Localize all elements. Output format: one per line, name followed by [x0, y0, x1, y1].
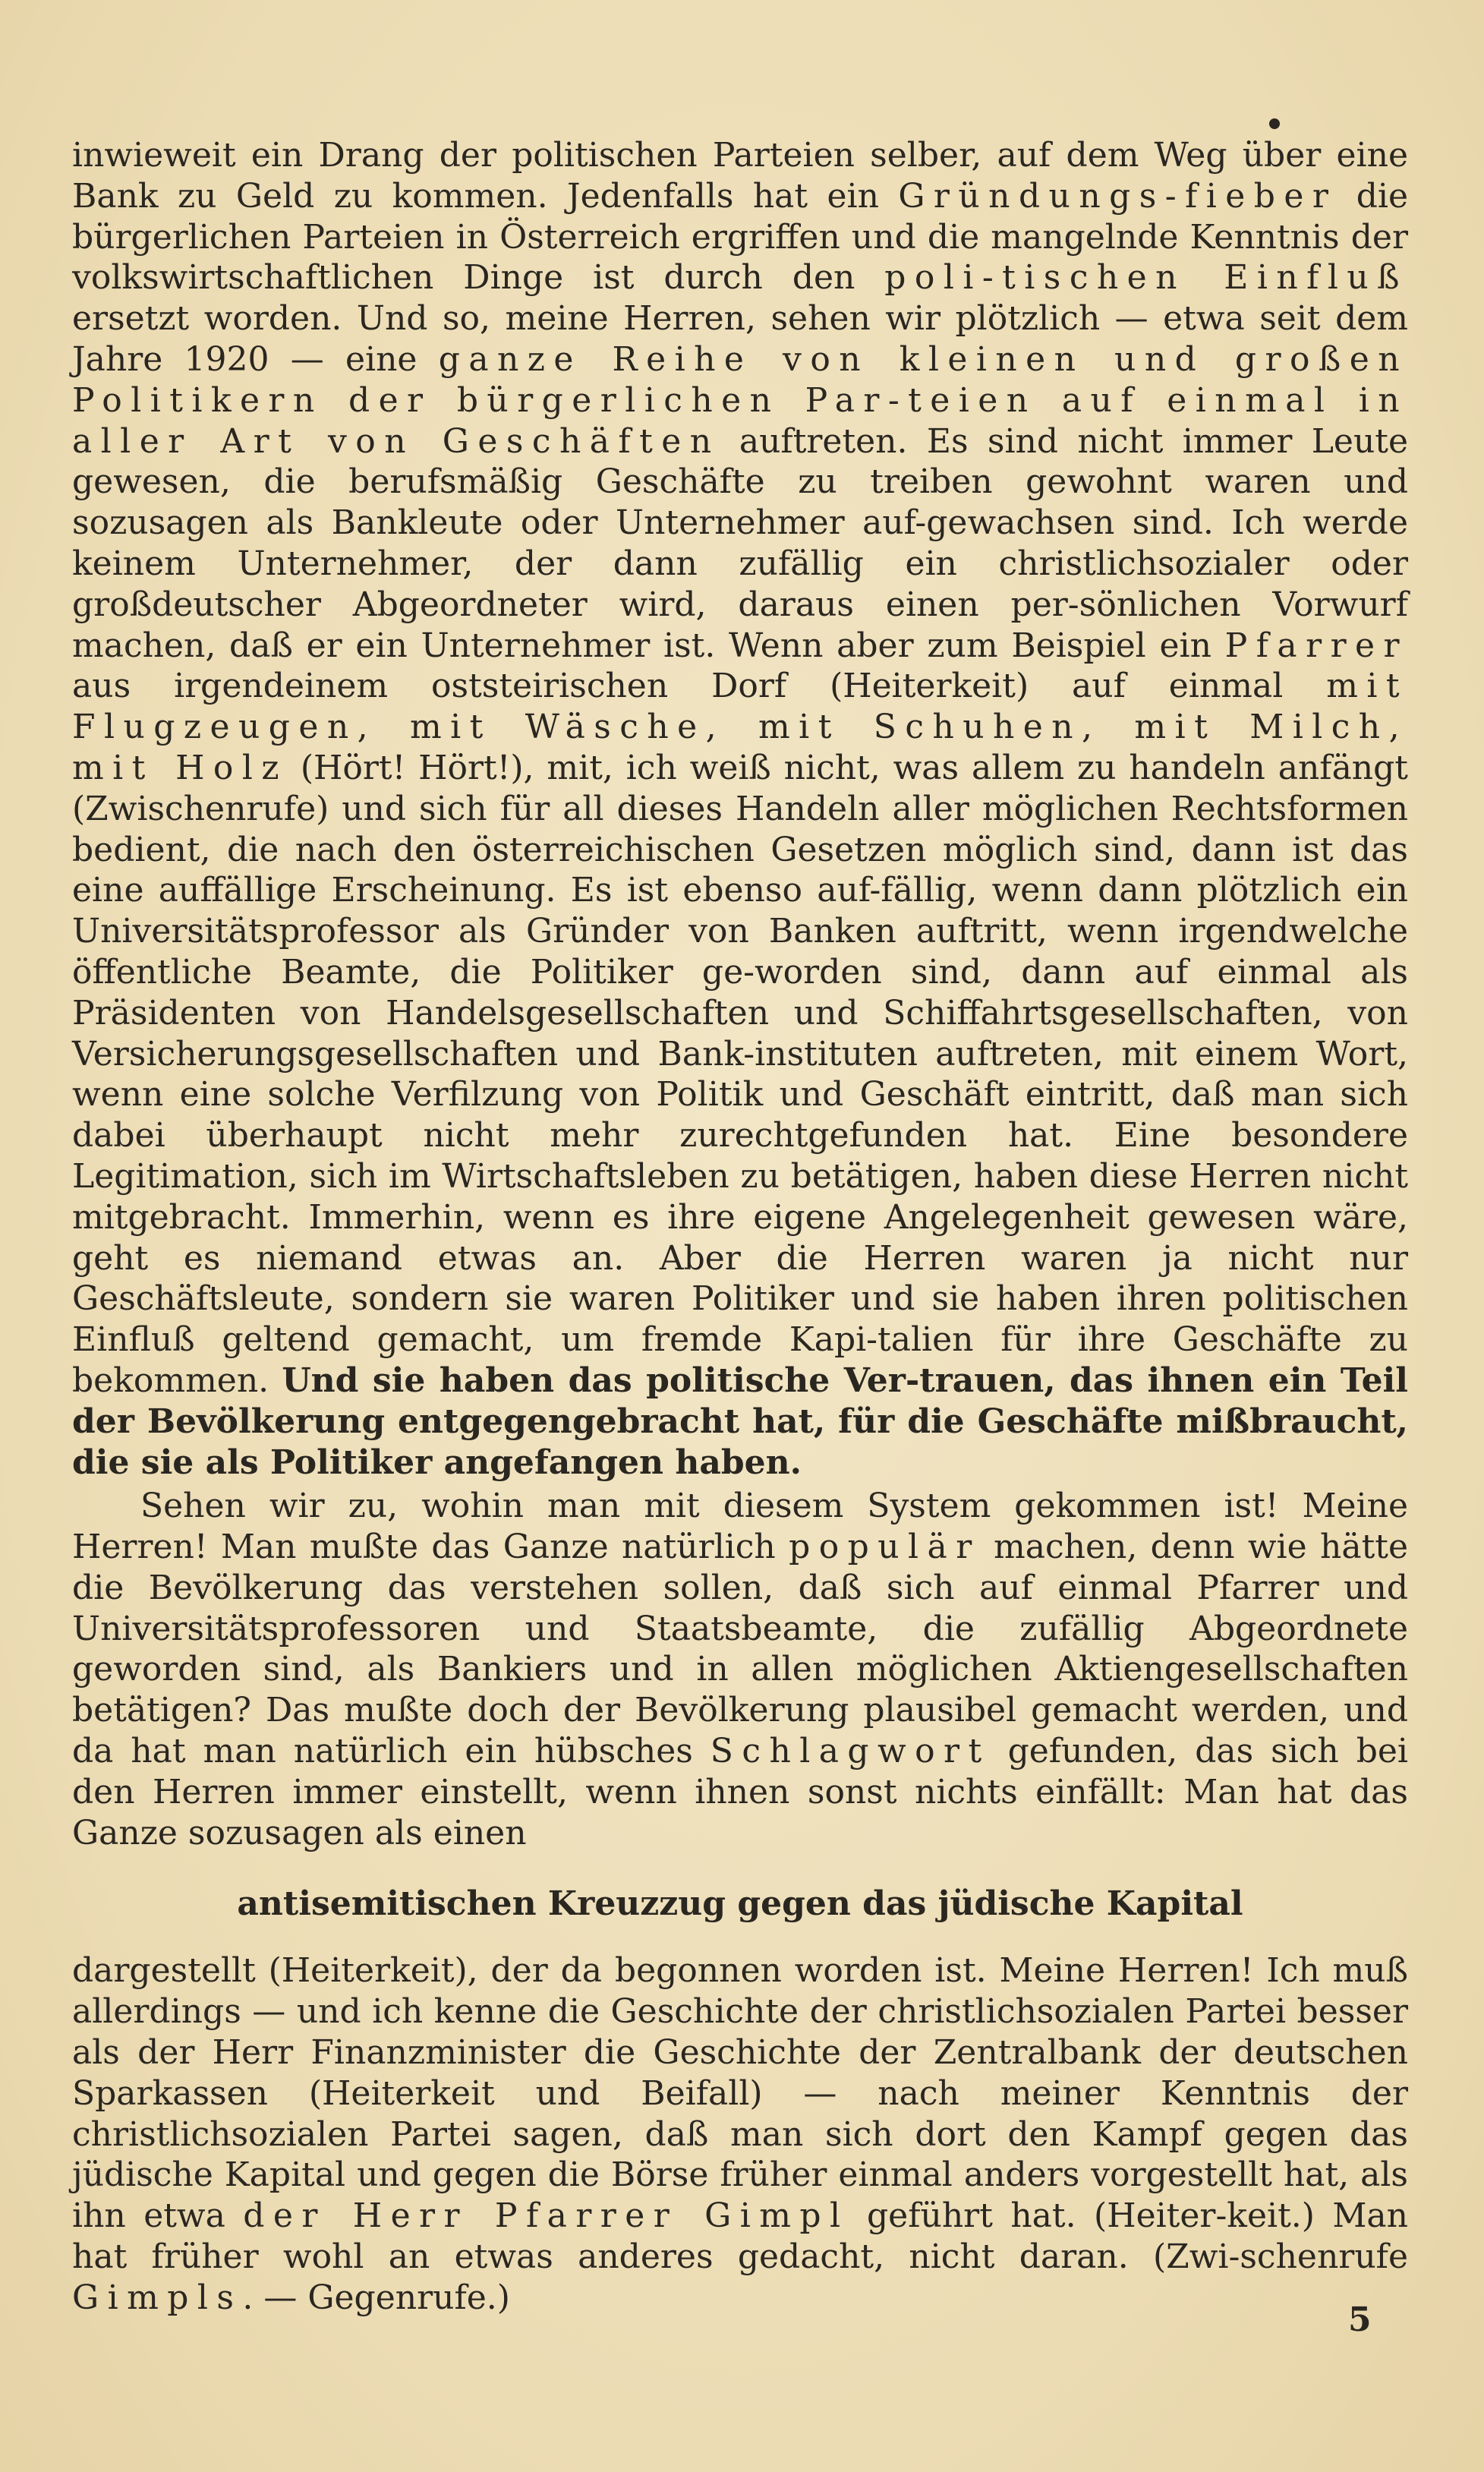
- paragraph-2: [72, 1486, 1408, 1853]
- spaced-emphasis: populär: [789, 1528, 981, 1567]
- paragraph-3: [72, 1950, 1408, 2318]
- spaced-emphasis: Pfarrer: [1224, 626, 1408, 665]
- ink-speck: [1269, 118, 1280, 129]
- text-run: auftreten. Es sind nicht immer Leute gewesen, die berufsmäßig Geschäfte zu treiben gewohnt waren und sozusagen als Bankleute oder Unternehmer auf-gewachsen sind. Ich werde keinem Unternehmer, der dann zufällig ein christlichsozialer oder großdeutscher Abgeordneter wird, daraus einen per-sönlichen Vorwurf machen, daß er ein Unternehmer ist. Wenn aber zum Beispiel ein: [72, 421, 1409, 665]
- text-run: die bürgerlichen Parteien in Österreich ergriffen und die mangelnde Kenntnis der volkswirtschaftlichen Dinge ist durch den: [72, 176, 1409, 298]
- page-number: 5: [1348, 2300, 1372, 2339]
- spaced-emphasis: Schlagwort: [710, 1732, 991, 1771]
- spaced-emphasis: poli-tischen Einfluß: [884, 258, 1408, 298]
- spaced-emphasis: ganze Reihe von kleinen und großen Politikern der bürgerlichen Par-teien auf einmal in aller Art von Geschäften: [72, 339, 1408, 461]
- text-run: Sehen wir zu, wohin man mit diesem System gekommen ist! Meine Herren! Man mußte das Ganze natürlich: [72, 1487, 1408, 1567]
- bold-emphasis: Und sie haben das politische Ver-trauen, das ihnen ein Teil der Bevölkerung entgegengebracht hat, für die Geschäfte mißbraucht, die sie als Politiker angefangen haben.: [72, 1361, 1408, 1482]
- text-run: gefunden, das sich bei den Herren immer einstellt, wenn ihnen sonst nichts einfällt: Man hat das Ganze sozusagen als einen: [72, 1732, 1408, 1852]
- text-run: machen, denn wie hätte die Bevölkerung das verstehen sollen, daß sich auf einmal Pfarrer und Universitätsprofessoren und Staatsbeamte, die zufällig Abgeordnete geworden sind, als Bankiers und in allen möglichen Aktiengesellschaften betätigen? Das mußte doch der Bevölkerung plausibel gemacht werden, und da hat man natürlich ein hübsches: [72, 1528, 1408, 1771]
- body-text: [72, 135, 1408, 2319]
- text-run: . — Gegenrufe.): [242, 2278, 510, 2317]
- text-run: ersetzt worden. Und so, meine Herren, sehen wir plötzlich — etwa seit dem Jahre 1920 — eine: [72, 299, 1408, 379]
- text-run: aus irgendeinem oststeirischen Dorf (Heiterkeit) auf einmal: [72, 667, 1327, 706]
- spaced-emphasis: mit Flugzeugen, mit Wäsche, mit Schuhen, mit Milch, mit Holz: [72, 667, 1408, 787]
- spaced-emphasis: der Herr Pfarrer Gimpl: [243, 2196, 849, 2236]
- text-run: inwieweit ein Drang der politischen Parteien selber, auf dem Weg über eine Bank zu Geld zu kommen. Jedenfalls hat ein: [72, 136, 1408, 216]
- spaced-emphasis: Gründungs-fieber: [898, 176, 1337, 216]
- text-run: dargestellt (Heiterkeit), der da begonnen worden ist. Meine Herren! Ich muß allerdings — und ich kenne die Geschichte der christlichsozialen Partei besser als der Herr Finanzminister die Geschichte der Zentralbank der deutschen Sparkassen (Heiterkeit und Beifall) — nach meiner Kenntnis der christlichsozialen Partei sagen, daß man sich dort den Kampf gegen das jüdische Kapital und gegen die Börse früher einmal anders vorgestellt hat, als ihn etwa: [72, 1951, 1408, 2236]
- text-run: (Hört! Hört!), mit, ich weiß nicht, was allem zu handeln anfängt (Zwischenrufe) und sich für all dieses Handeln aller möglichen Rechtsformen bedient, die nach den österreichischen Gesetzen möglich sind, dann ist das eine auffällige Erscheinung. Es ist ebenso auf-fällig, wenn dann plötzlich ein Universitätsprofessor als Gründer von Banken auftritt, wenn irgendwelche öffentliche Beamte, die Politiker ge-worden sind, dann auf einmal als Präsidenten von Handelsgesellschaften und Schiffahrtsgesellschaften, von Versicherungsgesellschaften und Bank-instituten auftreten, mit einem Wort, wenn eine solche Verfilzung von Politik und Geschäft eintritt, daß man sich dabei überhaupt nicht mehr zurechtgefunden hat. Eine besondere Legitimation, sich im Wirtschaftsleben zu betätigen, haben diese Herren nicht mitgebracht. Immerhin, wenn es ihre eigene Angelegenheit gewesen wäre, geht es niemand etwas an. Aber die Herren waren ja nicht nur Geschäftsleute, sondern sie waren Politiker und sie haben ihren politischen Einfluß geltend gemacht, um fremde Kapi-talien für ihre Geschäfte zu bekommen.: [72, 748, 1408, 1400]
- section-heading: antisemitischen Kreuzzug gegen das jüdische Kapital: [237, 1884, 1243, 1924]
- paragraph-1: [72, 135, 1408, 1483]
- text-run: geführt hat. (Heiter-keit.) Man hat früher wohl an etwas anderes gedacht, nicht daran. (Zwi-schenrufe: [72, 2196, 1408, 2277]
- spaced-emphasis: Gimpls: [72, 2278, 243, 2317]
